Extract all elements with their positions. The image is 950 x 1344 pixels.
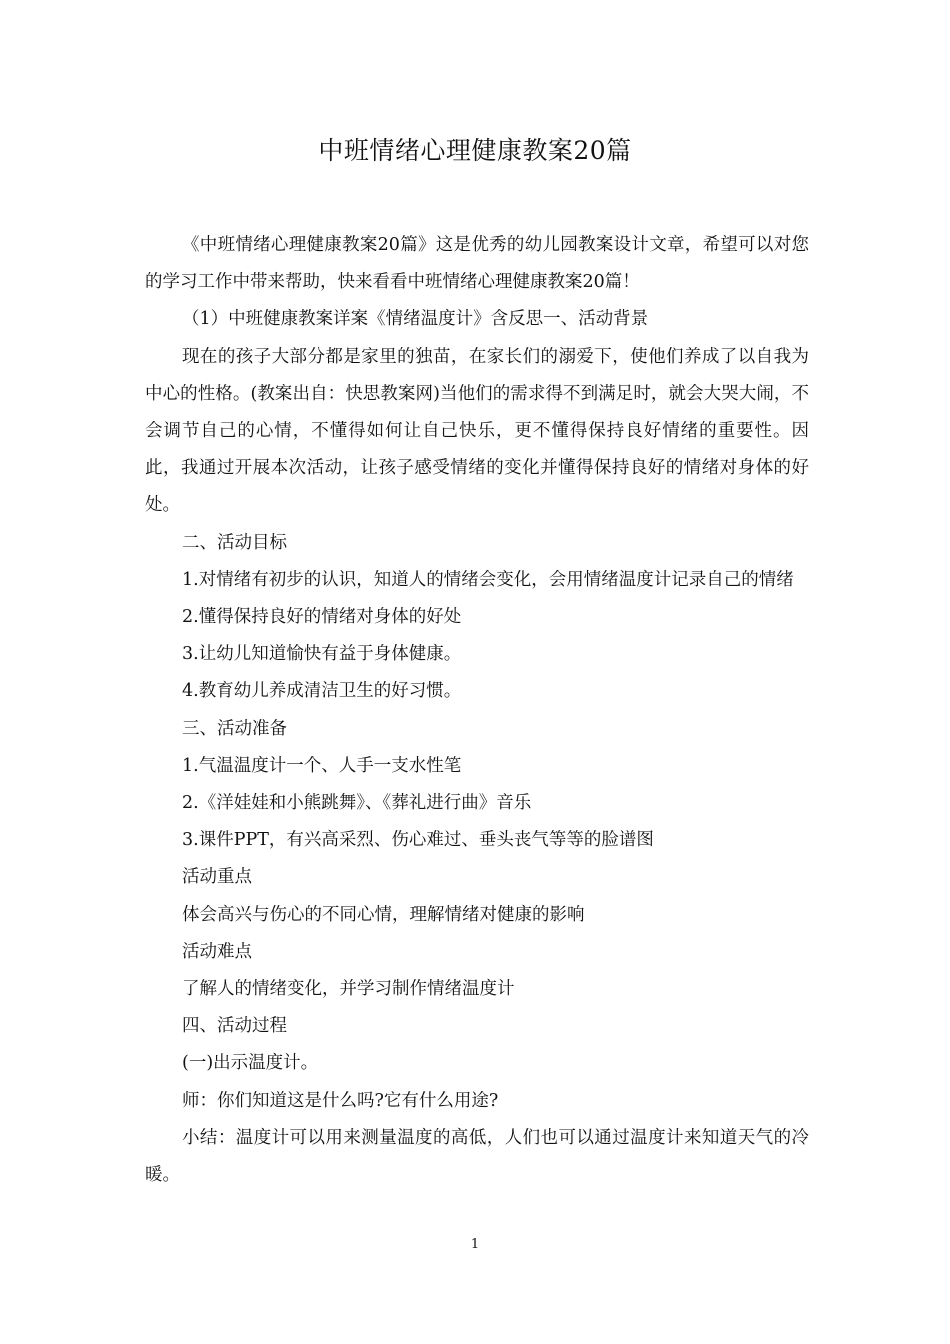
paragraph-difficulty: 了解人的情绪变化，并学习制作情绪温度计 — [182, 979, 515, 1000]
section-heading-difficulty: 活动难点 — [182, 941, 252, 962]
document-title: 中班情绪心理健康教案20篇 — [318, 136, 632, 165]
list-item-prep-2: 2.《洋娃娃和小熊跳舞》、《葬礼进行曲》音乐 — [182, 793, 532, 814]
section-heading-key-point: 活动重点 — [182, 867, 252, 888]
page-number: 1 — [470, 1237, 480, 1252]
list-item-goal-4: 4.教育幼儿养成清洁卫生的好习惯。 — [182, 681, 462, 702]
list-item-prep-3: 3.课件PPT，有兴高采烈、伤心难过、垂头丧气等等的脸谱图 — [182, 830, 654, 851]
paragraph-background: 现在的孩子大部分都是家里的独苗，在家长们的溺爱下，使他们养成了以自我为中心的性格。(教案出自：快思教案网)当他们的需求得不到满足时，就会大哭大闹，不会调节自己的心情，不懂得如何让自己快乐，更不懂得保持良好情绪的重要性。因此，我通过开展本次活动，让孩子感受情绪的变化并懂得保持良好的情绪对身体的好处。 — [145, 346, 809, 516]
section-heading-process: 四、活动过程 — [182, 1016, 287, 1037]
document-body — [145, 227, 809, 1194]
section-heading-preparation: 三、活动准备 — [182, 718, 287, 739]
paragraph-step-1: (一)出示温度计。 — [182, 1053, 319, 1074]
paragraph-lesson-heading: （1）中班健康教案详案《情绪温度计》含反思一、活动背景 — [182, 309, 649, 330]
paragraph-intro: 《中班情绪心理健康教案20篇》这是优秀的幼儿园教案设计文章，希望可以对您的学习工作中带来帮助，快来看看中班情绪心理健康教案20篇！ — [145, 235, 809, 293]
list-item-goal-3: 3.让幼儿知道愉快有益于身体健康。 — [182, 644, 462, 665]
paragraph-teacher-question: 师：你们知道这是什么吗?它有什么用途? — [182, 1090, 499, 1111]
list-item-goal-1: 1.对情绪有初步的认识，知道人的情绪会变化，会用情绪温度计记录自己的情绪 — [182, 569, 794, 590]
list-item-goal-2: 2.懂得保持良好的情绪对身体的好处 — [182, 607, 462, 628]
paragraph-key-point: 体会高兴与伤心的不同心情，理解情绪对健康的影响 — [182, 904, 585, 925]
list-item-prep-1: 1.气温温度计一个、人手一支水性笔 — [182, 755, 462, 776]
paragraph-summary: 小结：温度计可以用来测量温度的高低，人们也可以通过温度计来知道天气的冷暖。 — [145, 1127, 809, 1186]
section-heading-goals: 二、活动目标 — [182, 532, 287, 553]
